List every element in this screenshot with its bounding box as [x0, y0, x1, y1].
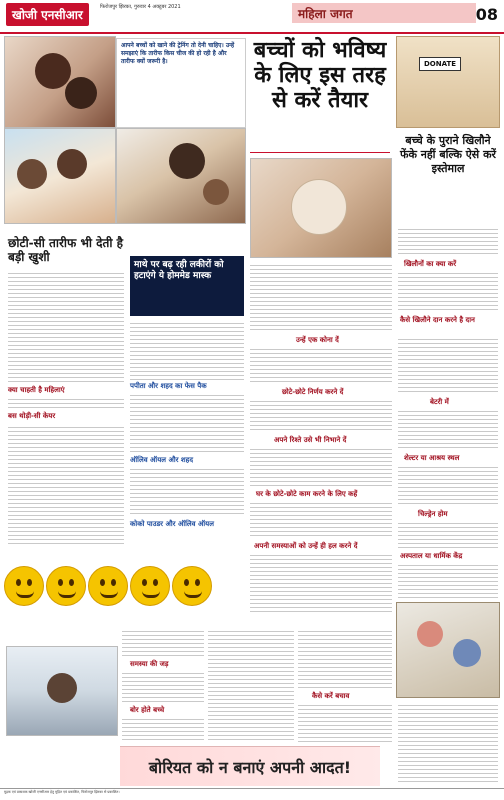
bottom-subhead-2: बोर होते बच्चे	[130, 706, 165, 714]
center-subhead-5: अपनी समस्याओं को उन्हें ही हल करने दें	[254, 542, 358, 550]
bottom-body-text-2	[122, 670, 204, 704]
page-number: 08	[475, 5, 498, 24]
right-body-text-1	[398, 226, 498, 256]
quote-text: आपने बच्चों को खाने की ट्रेनिंग तो देनी चाहिए। उन्हें समझाएं कि तारीफ किस चीज की हो रही है और तारीफ क्यों जरूरी है।	[121, 42, 235, 65]
right-subhead-2: कैसे खिलौने दान करने है दान	[400, 316, 475, 324]
right-body-text-5	[398, 464, 498, 506]
center-body-text-3	[250, 398, 392, 432]
left-body-text-2	[8, 396, 124, 408]
bottom-body-text-4	[208, 628, 294, 742]
emoji-row	[4, 548, 244, 622]
mother-daughter-photo	[4, 36, 116, 128]
right-body-text-7	[398, 562, 498, 598]
mask-body-text-3	[130, 466, 244, 516]
center-body-text-5	[250, 500, 392, 538]
bored-woman-photo	[6, 646, 118, 736]
bottom-subhead-1: समस्या की जड़	[130, 660, 169, 668]
right-body-text-3	[398, 336, 498, 394]
bottom-body-text-3	[122, 716, 204, 742]
bottom-banner-headline: बोरियत को न बनाएं अपनी आदत!	[120, 746, 380, 786]
smiley-icon	[46, 566, 86, 606]
masthead	[0, 0, 504, 34]
left-body-text-3	[8, 424, 124, 544]
mask-subhead-2: ऑलिव ऑयल और शहद	[130, 456, 194, 464]
center-body-text-2	[250, 346, 392, 384]
right-body-text-6	[398, 520, 498, 548]
section-title: महिला जगत	[292, 3, 476, 23]
center-body-text	[250, 262, 392, 332]
donate-label: DONATE	[419, 57, 461, 71]
mask-headline-box: माथे पर बढ़ रही लकीरों को हटाएंगे ये होममेड मास्क	[130, 256, 244, 316]
dateline: फिरोजपुर झिरका, गुरुवार 4 अक्टूबर 2021	[100, 4, 181, 10]
smiley-icon	[172, 566, 212, 606]
left-body-text	[8, 270, 124, 382]
brand-logo: खोजी एनसीआर	[6, 3, 89, 26]
right-body-text-4	[398, 408, 498, 450]
bottom-body-text-5	[298, 628, 392, 690]
quote-box	[116, 38, 246, 128]
bottom-subhead-3: कैसे करें बचाव	[312, 692, 350, 700]
left-subhead-2: बस थोड़ी-सी केयर	[8, 412, 56, 420]
right-subhead-5: चिल्ड्रेन होम	[418, 510, 448, 518]
mask-body-text-2	[130, 392, 244, 454]
mask-subhead-3: कोको पाउडर और ऑलिव ऑयल	[130, 520, 214, 528]
right-subhead-3: बेटरी में	[430, 398, 449, 406]
page-footer: मुद्रक एवं प्रकाशक खोजी एनसीआर हेतु मुद्रित एवं प्रकाशित, फिरोजपुर झिरका से प्रकाशित।	[0, 788, 504, 800]
bottom-body-text-1	[122, 628, 204, 658]
right-subhead-4: शेल्टर या आश्रय स्थल	[404, 454, 460, 462]
right-headline: बच्चे के पुराने खिलौने फेंके नहीं बल्कि ऐसे करें इस्तेमाल	[399, 134, 497, 175]
right-subhead-6: अस्पताल या धार्मिक केंद्र	[400, 552, 463, 560]
center-subhead-3: अपने रिश्ते उसे भी निभाने दें	[274, 436, 347, 444]
family-photo	[4, 128, 116, 224]
main-headline: बच्चों को भविष्य के लिए इस तरह से करें तैयार	[253, 38, 387, 113]
left-subhead-1: क्या चाहती है महिलाएं	[8, 386, 65, 394]
center-body-text-4	[250, 446, 392, 486]
center-subhead-2: छोटे-छोटे निर्णय करने दें	[282, 388, 344, 396]
mask-body-text	[130, 320, 244, 380]
father-child-photo	[116, 128, 246, 224]
right-subhead-1: खिलौनों का क्या करें	[404, 260, 457, 268]
center-subhead-4: घर के छोटे-छोटे काम करने के लिए कहें	[256, 490, 358, 498]
right-body-text-8	[398, 702, 498, 784]
center-body-text-6	[250, 552, 392, 612]
left-article-title: छोटी-सी तारीफ भी देती है बड़ी खुशी	[8, 236, 124, 264]
mask-subhead-1: पपीता और शहद का फेस पैक	[130, 382, 207, 390]
right-body-text-2	[398, 270, 498, 312]
donate-box-photo	[396, 36, 500, 128]
headline-divider	[250, 152, 390, 153]
toys-box-photo	[396, 602, 500, 698]
smiley-icon	[4, 566, 44, 606]
face-mask-photo	[250, 158, 392, 258]
smiley-icon	[88, 566, 128, 606]
bottom-body-text-6	[298, 702, 392, 742]
center-subhead-1: उन्हें एक कोना दें	[296, 336, 339, 344]
smiley-icon	[130, 566, 170, 606]
